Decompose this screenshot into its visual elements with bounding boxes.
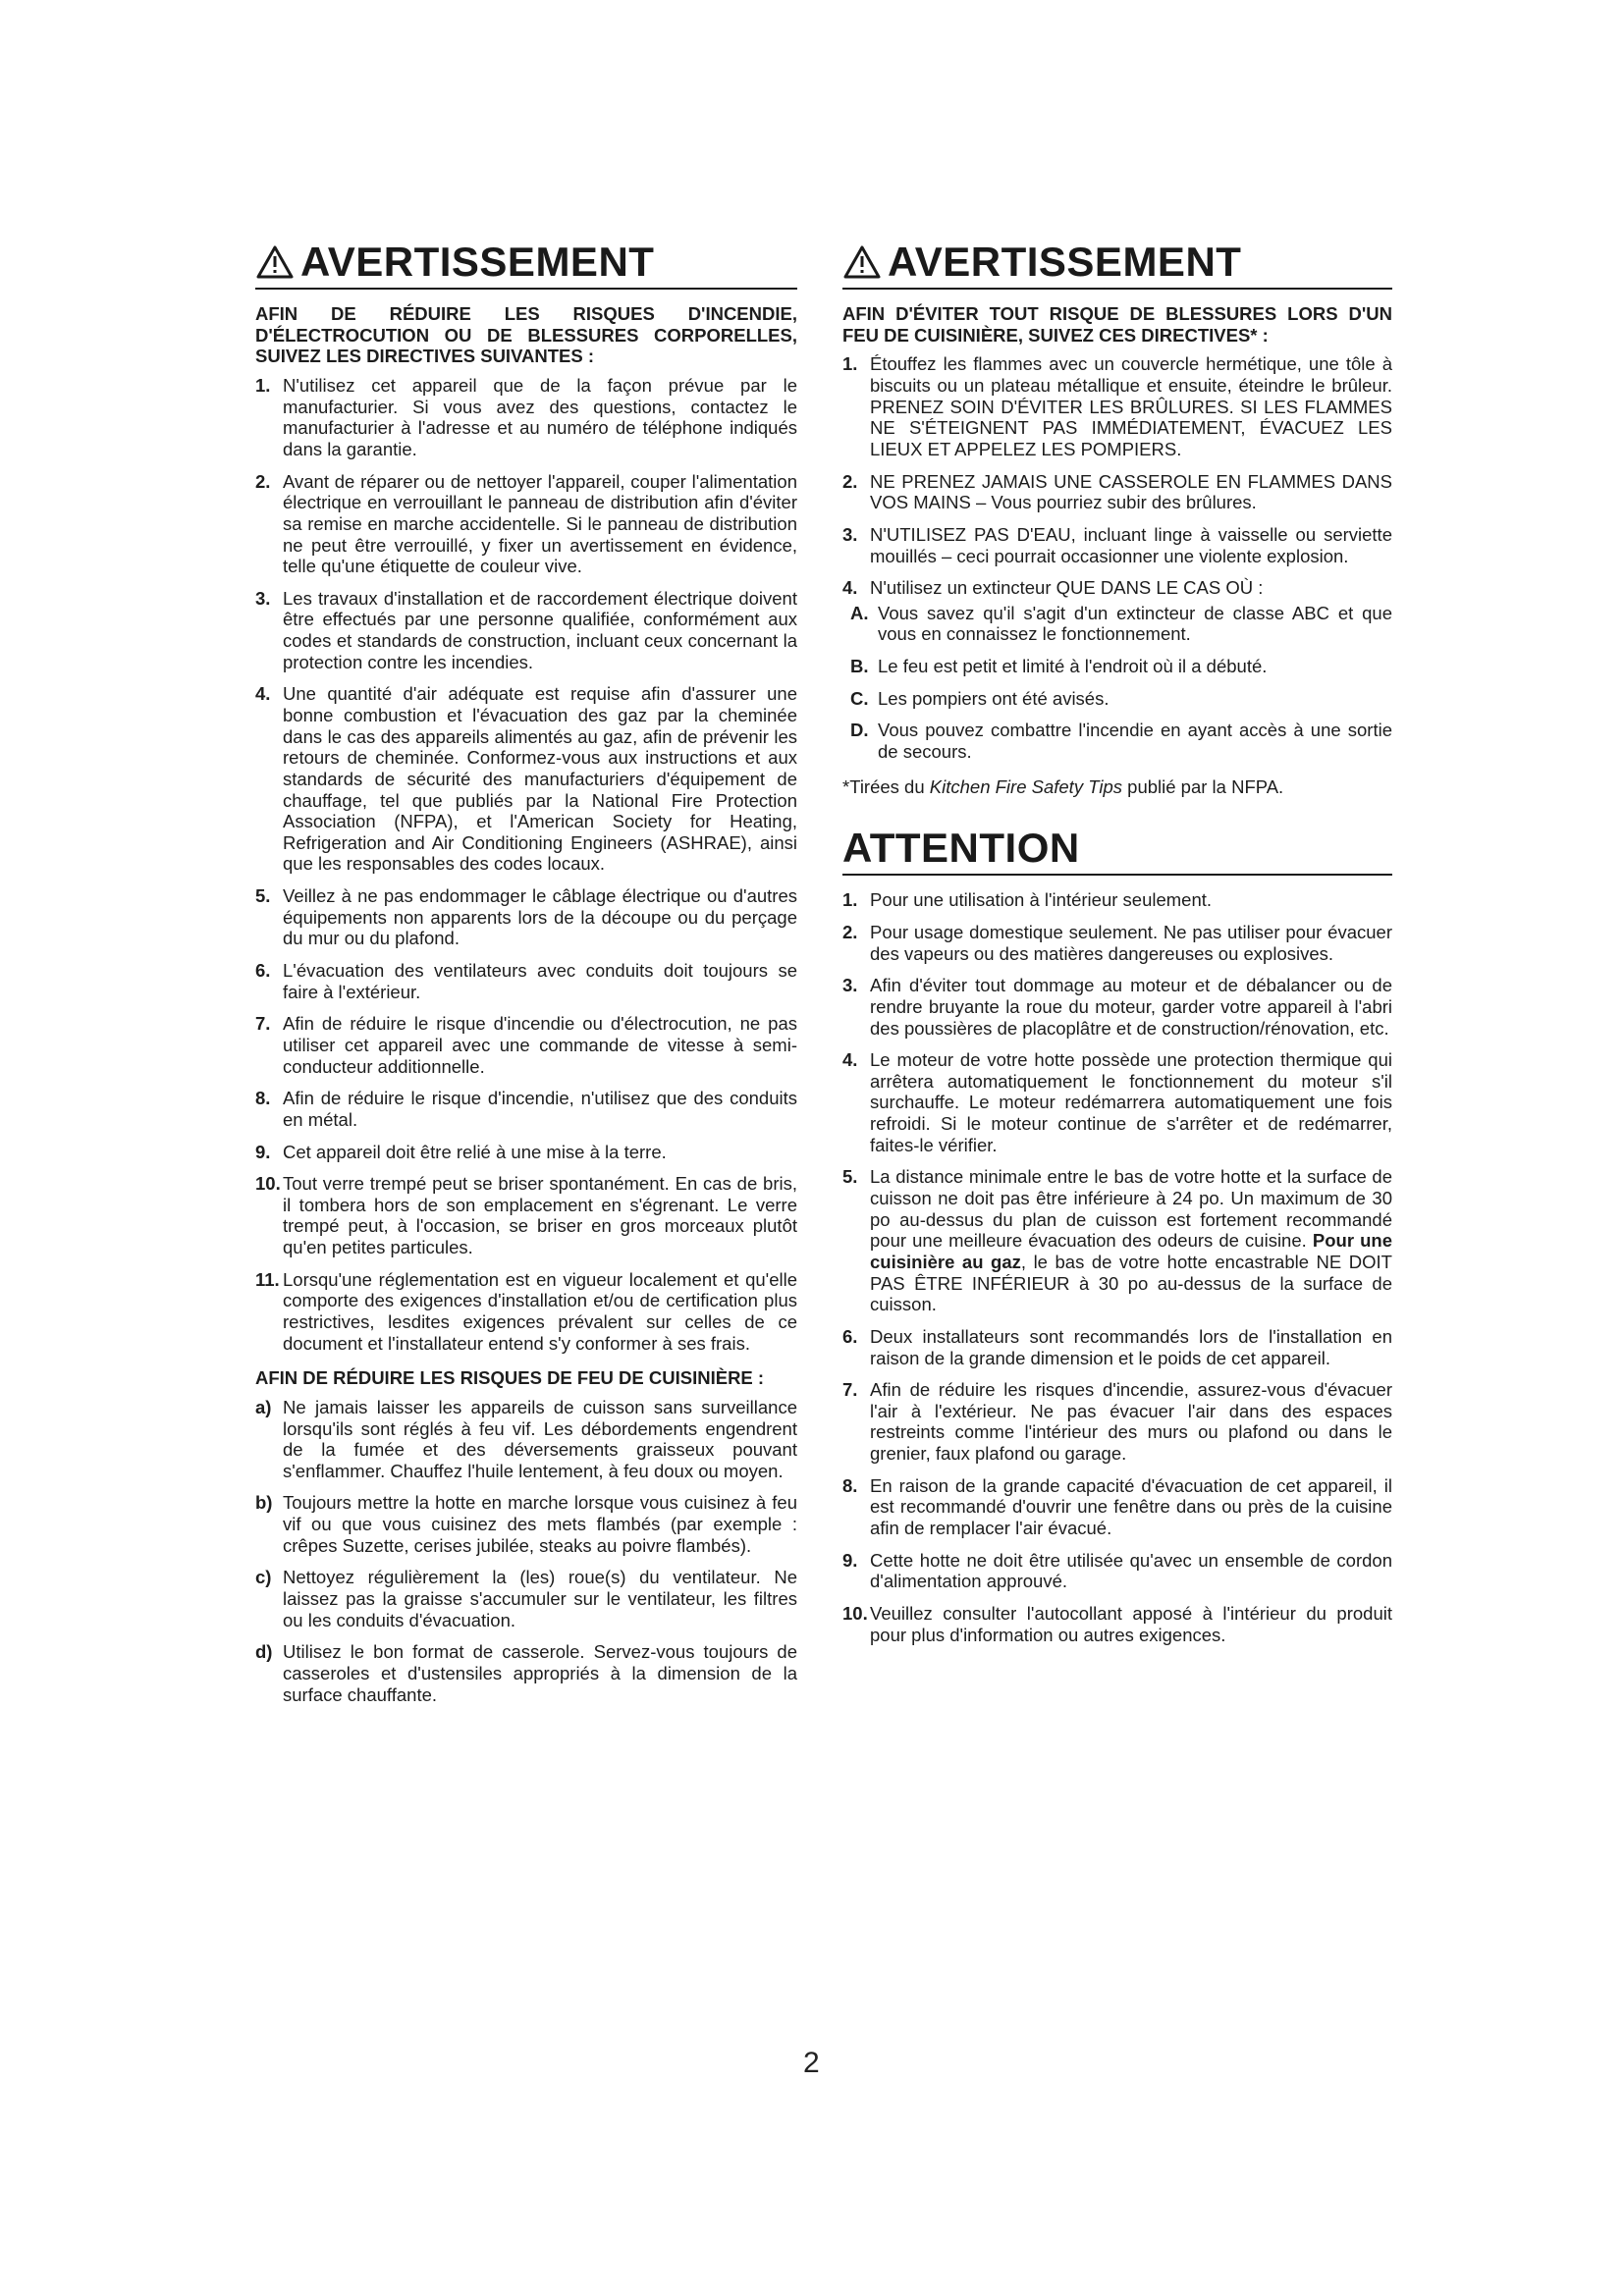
fire-risk-list: [255, 1397, 797, 1705]
list-item: 10. Veuillez consulter l'autocollant apposé à l'intérieur du produit pour plus d'information ou autres exigences.: [842, 1602, 1392, 1645]
list-item: C. Les pompiers ont été avisés.: [850, 687, 1110, 709]
warning-heading-right: [842, 240, 1392, 290]
list-item: D. Vous pouvez combattre l'incendie en ayant accès à une sortie de secours.: [850, 720, 1392, 762]
list-item: 6. Deux installateurs sont recommandés lors de l'installation en raison de la grande dimension et le poids de cet appareil.: [842, 1325, 1392, 1368]
list-item: 9. Cet appareil doit être relié à une mise à la terre.: [255, 1141, 667, 1162]
warning-list: [255, 375, 797, 1354]
list-item: 3. N'UTILISEZ PAS D'EAU, incluant linge à vaisselle ou serviette mouillés – ceci pourrait occasionner une violente explosion.: [842, 523, 1392, 566]
list-item: 3. Les travaux d'installation et de raccordement électrique doivent être effectués par une personne qualifiée, conformément aux codes et standards de construction, incluant ceux concernant la protection contre les incendies.: [255, 587, 797, 672]
list-item: 7. Afin de réduire les risques d'incendie, assurez-vous d'évacuer l'air à l'extérieur. Ne pas évacuer l'air dans des espaces restreints comme l'intérieur des murs ou plafond ou dans le grenier, faux plafond ou garage.: [842, 1379, 1392, 1465]
list-item: 10. Tout verre trempé peut se briser spontanément. En cas de bris, il tombera hors de son emplacement en s'égrenant. Le verre trempé peut, à l'occasion, se briser en gros morceaux plutôt qu'en petites particules.: [255, 1173, 797, 1258]
list-item: 2. Pour usage domestique seulement. Ne pas utiliser pour évacuer des vapeurs ou des matières dangereuses ou explosives.: [842, 922, 1392, 964]
list-item: 4. Le moteur de votre hotte possède une protection thermique qui arrêtera automatiquement le fonctionnement du moteur s'il surchauffe. Le moteur redémarrera automatiquement une fois refroidi. Si le moteur continue de s'arrêter et de redémarrer, faites-le vérifier.: [842, 1049, 1392, 1155]
list-item: d) Utilisez le bon format de casserole. Servez-vous toujours de casseroles et d'ustensiles appropriés à la dimension de la surface chauffante.: [255, 1641, 797, 1705]
list-item: 3. Afin d'éviter tout dommage au moteur et de débalancer ou de rendre bruyante la roue du moteur, garder votre appareil à l'abri des poussières de placoplâtre et de construction/rénovation, etc.: [842, 975, 1392, 1039]
list-item: 4. N'utilisez un extincteur QUE DANS LE CAS OÙ :: [842, 577, 1264, 599]
source-note: *Tirées du Kitchen Fire Safety Tips publié par la NFPA.: [842, 775, 1284, 797]
list-item: 8. En raison de la grande capacité d'évacuation de cet appareil, il est recommandé d'ouvrir une fenêtre dans ou près de la cuisine afin de remplacer l'air évacué.: [842, 1474, 1392, 1539]
list-item: A. Vous savez qu'il s'agit d'un extincteur de classe ABC et que vous en connaissez le fonctionnement.: [850, 602, 1392, 645]
attention-list: [842, 889, 1392, 1645]
list-item: 5. Veillez à ne pas endommager le câblage électrique ou d'autres équipements non apparents lors de la découpe ou du perçage du mur ou du plafond.: [255, 885, 797, 949]
extinguisher-conditions-list: [842, 603, 1392, 763]
list-item: 6. L'évacuation des ventilateurs avec conduits doit toujours se faire à l'extérieur.: [255, 960, 797, 1002]
list-item: 9. Cette hotte ne doit être utilisée qu'avec un ensemble de cordon d'alimentation approuvé.: [842, 1549, 1392, 1592]
kitchen-fire-intro: AFIN D'ÉVITER TOUT RISQUE DE BLESSURES LORS D'UN FEU DE CUISINIÈRE, SUIVEZ CES DIRECTIVES* :: [842, 303, 1392, 346]
list-item: 2. Avant de réparer ou de nettoyer l'appareil, couper l'alimentation électrique en verrouillant le panneau de distribution afin d'éviter sa remise en marche accidentelle. Si le panneau de distribution ne peut être verrouillé, y fixer un avertissement en évidence, telle qu'une étiquette de couleur vive.: [255, 470, 797, 577]
list-item: 11. Lorsqu'une réglementation est en vigueur localement et qu'elle comporte des exigences d'installation et/ou de certification plus restrictives, lesdites exigences prévalent sur celles de ce document et l'installateur entend s'y conformer à ses frais.: [255, 1268, 797, 1354]
list-item: c) Nettoyez régulièrement la (les) roue(s) du ventilateur. Ne laissez pas la graisse s'accumuler sur le ventilateur, les filtres ou les conduits d'évacuation.: [255, 1567, 797, 1630]
warning-heading-text: AVERTISSEMENT: [300, 239, 655, 285]
list-item: a) Ne jamais laisser les appareils de cuisson sans surveillance lorsqu'ils sont réglés à feu vif. Les débordements engendrent de la fumée et des déversements graisseux pouvant s'enflammer. Chauffez l'huile lentement, à feu doux ou moyen.: [255, 1396, 797, 1481]
list-item: 1. Étouffez les flammes avec un couvercle hermétique, une tôle à biscuits ou un plateau métallique et ensuite, éteindre le brûleur. PRENEZ SOIN D'ÉVITER LES BRÛLURES. SI LES FLAMMES NE S'ÉTEIGNENT PAS IMMÉDIATEMENT, ÉVACUEZ LES LIEUX ET APPELEZ LES POMPIERS.: [842, 353, 1392, 459]
list-item: 7. Afin de réduire le risque d'incendie ou d'électrocution, ne pas utiliser cet appareil avec une commande de vitesse à semi-conducteur additionnelle.: [255, 1013, 797, 1077]
page-number: 2: [803, 2047, 820, 2079]
warning-triangle-icon: [842, 244, 882, 280]
warning-intro: AFIN DE RÉDUIRE LES RISQUES D'INCENDIE, D'ÉLECTROCUTION OU DE BLESSURES CORPORELLES, SUIVEZ LES DIRECTIVES SUIVANTES :: [255, 303, 797, 367]
warning-heading-left: [255, 240, 797, 290]
fire-risk-heading: AFIN DE RÉDUIRE LES RISQUES DE FEU DE CUISINIÈRE :: [255, 1367, 765, 1389]
attention-heading-text: ATTENTION: [842, 825, 1080, 872]
right-column: [842, 240, 1392, 1656]
warning-heading-text: AVERTISSEMENT: [888, 239, 1242, 285]
list-item: B. Le feu est petit et limité à l'endroit où il a débuté.: [850, 656, 1268, 677]
list-item: 4. Une quantité d'air adéquate est requise afin d'assurer une bonne combustion et l'évacuation des gaz par la cheminée dans le cas des appareils alimentés au gaz, afin de prévenir les retours de cheminée. Conformez-vous aux instructions et aux standards de sécurité des manufacturiers d'équipement de chauffage, tel que publiés par la National Fire Protection Association (NFPA), et l'American Society for Heating, Refrigeration and Air Conditioning Engineers (ASHRAE), ainsi que les responsables des codes locaux.: [255, 683, 797, 875]
list-item: 5. La distance minimale entre le bas de votre hotte et la surface de cuisson ne doit pas être inférieure à 24 po. Un maximum de 30 po au-dessus du plan de cuisson est fortement recommandé pour une meilleure évacuation des odeurs de cuisine. Pour une cuisinière au gaz, le bas de votre hotte encastrable NE DOIT PAS ÊTRE INFÉRIEUR à 30 po au-dessus de la surface de cuisson.: [842, 1166, 1392, 1315]
list-item: 1. Pour une utilisation à l'intérieur seulement.: [842, 889, 1213, 911]
left-column: [255, 240, 797, 1716]
list-item: 8. Afin de réduire le risque d'incendie, n'utilisez que des conduits en métal.: [255, 1088, 797, 1130]
list-item: b) Toujours mettre la hotte en marche lorsque vous cuisinez à feu vif ou que vous cuisinez des mets flambés (par exemple : crêpes Suzette, cerises jubilée, steaks au poivre flambés).: [255, 1492, 797, 1556]
list-item: 1. N'utilisez cet appareil que de la façon prévue par le manufacturier. Si vous avez des questions, contactez le manufacturier à l'adresse et au numéro de téléphone indiqués dans la garantie.: [255, 375, 797, 459]
list-item: 2. NE PRENEZ JAMAIS UNE CASSEROLE EN FLAMMES DANS VOS MAINS – Vous pourriez subir des brûlures.: [842, 470, 1392, 513]
attention-heading: [842, 827, 1392, 876]
warning-triangle-icon: [255, 244, 295, 280]
kitchen-fire-list: [842, 353, 1392, 598]
